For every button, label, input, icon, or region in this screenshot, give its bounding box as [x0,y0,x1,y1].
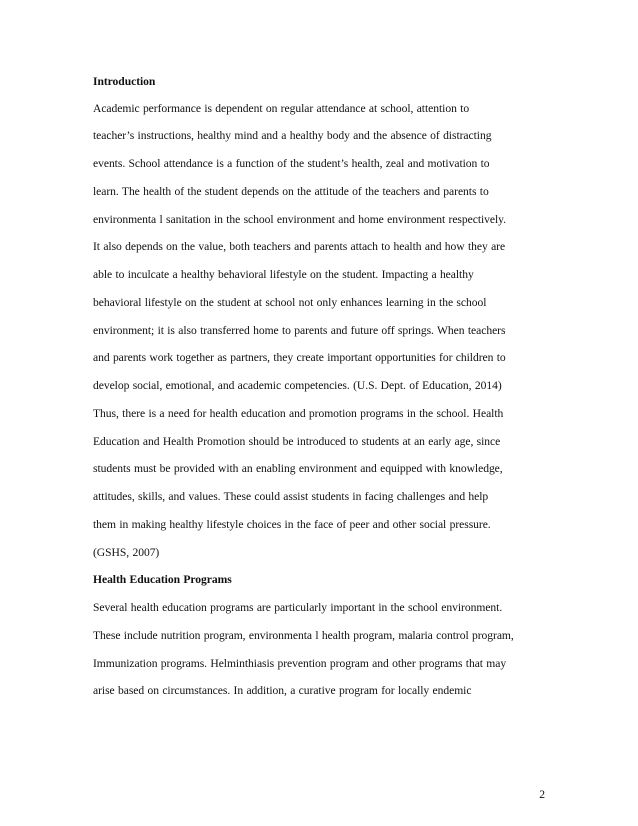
heading-health-education-programs: Health Education Programs [93,573,232,586]
paragraph-line: events. School attendance is a function of the student’s health, zeal and motivation to [93,157,490,170]
paragraph-line: and parents work together as partners, they create important opportunities for children to [93,351,506,364]
paragraph-line: behavioral lifestyle on the student at school not only enhances learning in the school [93,296,487,309]
page-number: 2 [539,788,545,801]
paragraph-line: students must be provided with an enabling environment and equipped with knowledge, [93,462,503,475]
paragraph-line: Academic performance is dependent on regular attendance at school, attention to [93,102,470,115]
paragraph-line: them in making healthy lifestyle choices in the face of peer and other social pressure. [93,518,491,531]
paragraph-line: able to inculcate a healthy behavioral lifestyle on the student. Impacting a healthy [93,268,474,281]
paragraph-line: environment; it is also transferred home to parents and future off springs. When teachers [93,324,506,337]
paragraph-line: These include nutrition program, environmenta l health program, malaria control program, [93,629,514,642]
paragraph-line: attitudes, skills, and values. These could assist students in facing challenges and help [93,490,489,503]
paragraph-line: develop social, emotional, and academic competencies. (U.S. Dept. of Education, 2014) [93,379,502,392]
paragraph-line: arise based on circumstances. In addition, a curative program for locally endemic [93,684,472,697]
paragraph-line: (GSHS, 2007) [93,546,160,559]
paragraph-line: teacher’s instructions, healthy mind and a healthy body and the absence of distracting [93,129,492,142]
paragraph-line: It also depends on the value, both teachers and parents attach to health and how they are [93,240,506,253]
paragraph-line: learn. The health of the student depends on the attitude of the teachers and parents to [93,185,489,198]
paragraph-line: Education and Health Promotion should be introduced to students at an early age, since [93,435,501,448]
paragraph-line: environmenta l sanitation in the school environment and home environment respectively. [93,213,507,226]
heading-introduction: Introduction [93,75,156,88]
paragraph-line: Immunization programs. Helminthiasis prevention program and other programs that may [93,657,507,670]
paragraph-line: Several health education programs are particularly important in the school environment. [93,601,503,614]
paragraph-line: Thus, there is a need for health education and promotion programs in the school. Health [93,407,504,420]
